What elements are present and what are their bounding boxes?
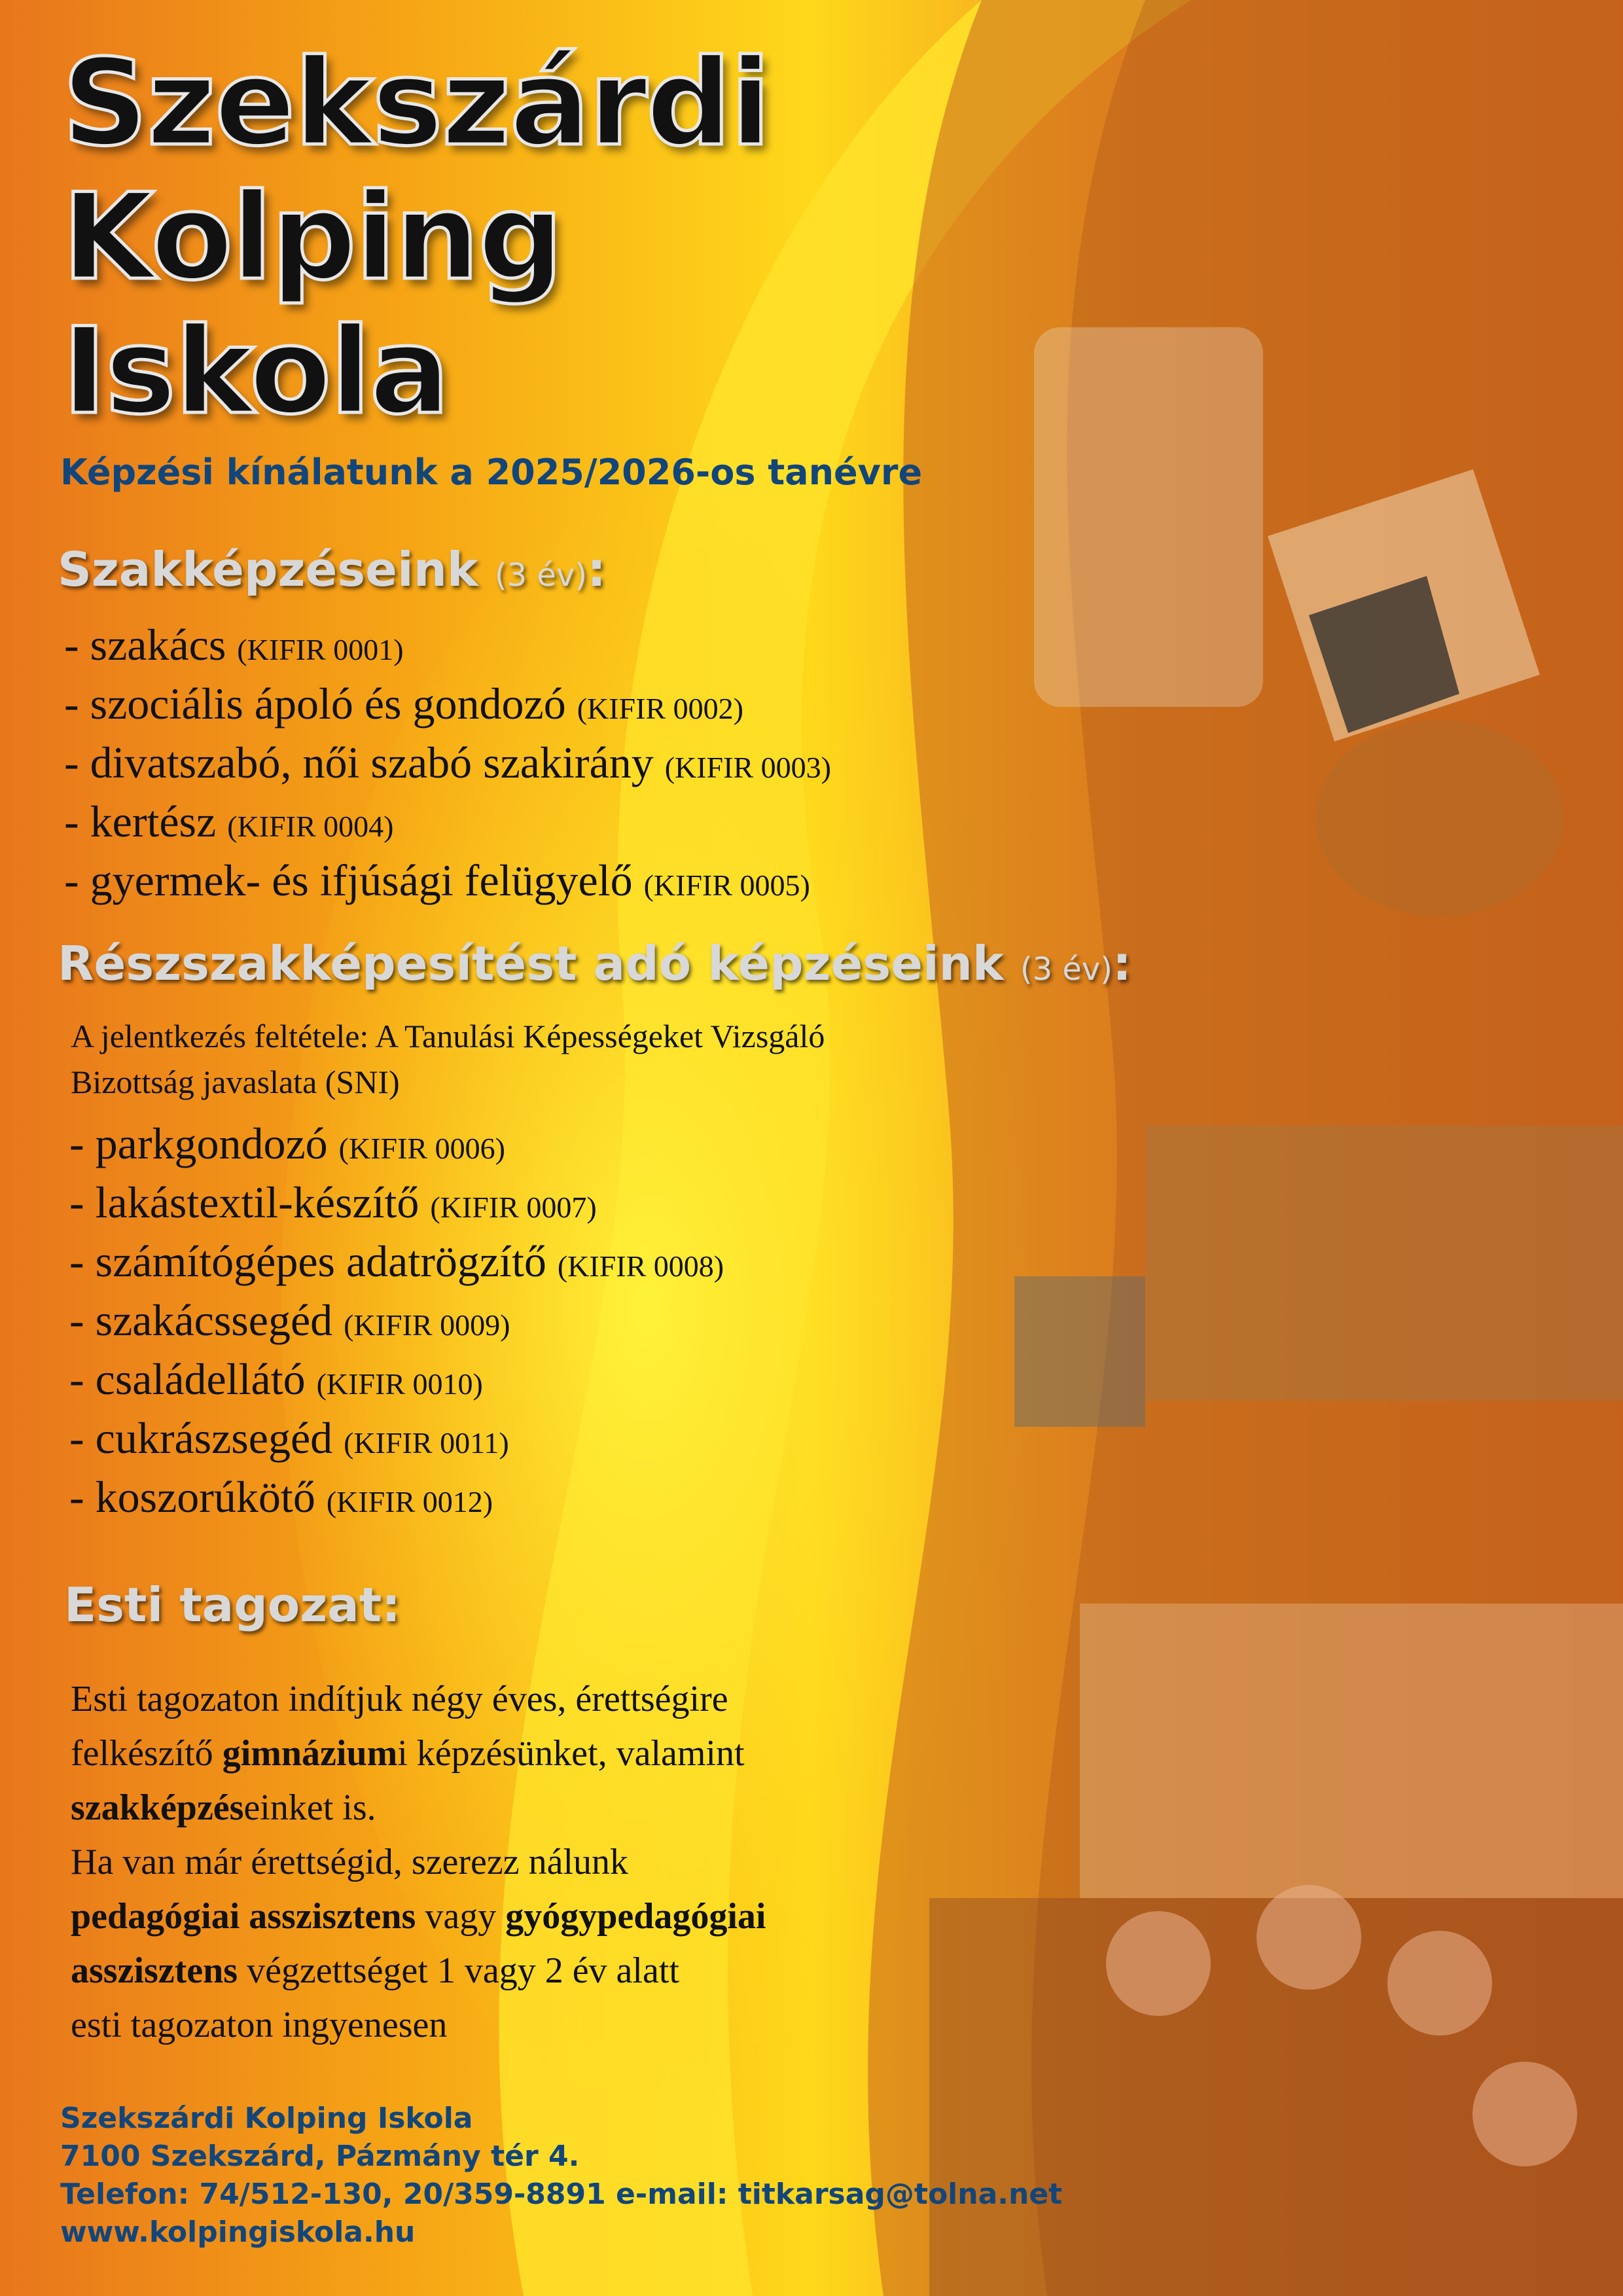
esti-line-7: esti tagozaton ingyenesen (71, 2005, 448, 2045)
szakkepzes-list (64, 618, 831, 912)
esti-line-4: Ha van már érettségid, szerezz nálunk (71, 1842, 629, 1882)
esti-line-6 (71, 1944, 1052, 1998)
item-code: (KIFIR 0006) (338, 1132, 505, 1165)
item-name: - családellátó (69, 1354, 306, 1404)
footer-school-name: Szekszárdi Kolping Iskola (60, 2102, 473, 2135)
item-name: - cukrászsegéd (69, 1413, 333, 1463)
esti-line-1: Esti tagozaton indítjuk négy éves, érettségire (71, 1679, 728, 1719)
esti-bold-ped-asszisztens: pedagógiai asszisztens (71, 1896, 416, 1937)
item-name: - szociális ápoló és gondozó (64, 679, 566, 728)
item-code: (KIFIR 0007) (430, 1191, 597, 1224)
list-item (69, 1352, 724, 1411)
szakkepzes-colon: : (587, 542, 606, 597)
esti-description (71, 1672, 1052, 2053)
item-code: (KIFIR 0011) (344, 1426, 509, 1460)
esti-line-5 (71, 1890, 1052, 1944)
esti-heading: Esti tagozat: (64, 1577, 401, 1632)
list-item (64, 677, 831, 736)
reszszakkepesites-colon: : (1113, 936, 1132, 991)
item-code: (KIFIR 0010) (316, 1367, 483, 1401)
list-item (64, 736, 831, 795)
footer-address: 7100 Szekszárd, Pázmány tér 4. (60, 2140, 580, 2173)
application-requirement (71, 1013, 1052, 1105)
reszszakkepesites-duration: (3 év) (1020, 951, 1113, 988)
item-code: (KIFIR 0005) (643, 869, 810, 902)
esti-text: felkészítő (71, 1733, 223, 1774)
esti-text: végzettséget 1 vagy 2 év alatt (238, 1950, 679, 1991)
esti-bold-asszisztens: asszisztens (71, 1950, 238, 1991)
item-name: - szakács (64, 620, 226, 670)
item-name: - szakácssegéd (69, 1295, 333, 1345)
title-line-1: Szekszárdi (62, 33, 770, 172)
reszszakkepesites-heading (58, 936, 1132, 991)
item-name: - számítógépes adatrögzítő (69, 1236, 546, 1286)
szakkepzes-heading-text: Szakképzéseink (58, 542, 478, 597)
item-code: (KIFIR 0001) (237, 633, 404, 666)
esti-text: i képzésünket, valamint (397, 1733, 745, 1774)
item-name: - divatszabó, női szabó szakirány (64, 738, 654, 787)
esti-line-3 (71, 1781, 1052, 1835)
esti-bold-gyogyped: gyógypedagógiai (505, 1896, 766, 1937)
szakkepzes-heading (58, 542, 606, 597)
item-name: - koszorúkötő (69, 1472, 315, 1522)
esti-line-2 (71, 1727, 1052, 1781)
item-name: - lakástextil-készítő (69, 1177, 419, 1227)
list-item (64, 853, 831, 912)
title-line-3: Iskola (62, 302, 449, 440)
footer-contact: Telefon: 74/512-130, 20/359-8891 e-mail: titkarsag@tolna.net (60, 2178, 1063, 2211)
item-code: (KIFIR 0003) (664, 751, 831, 784)
item-code: (KIFIR 0002) (577, 692, 743, 725)
reszszakkepesites-list (69, 1117, 724, 1529)
item-code: (KIFIR 0012) (326, 1485, 493, 1518)
item-name: - kertész (64, 797, 217, 846)
list-item (64, 795, 831, 853)
title-line-2: Kolping (62, 168, 562, 306)
esti-text: einket is. (243, 1787, 376, 1828)
footer-website[interactable]: www.kolpingiskola.hu (60, 2215, 416, 2249)
list-item (64, 618, 831, 677)
reszszakkepesites-heading-text: Részszakképesítést adó képzéseink (58, 936, 1004, 991)
list-item (69, 1293, 724, 1352)
list-item (69, 1470, 724, 1529)
esti-bold-gimnazium: gimnázium (222, 1733, 398, 1774)
esti-bold-szakkepzes: szakképzés (71, 1787, 244, 1828)
item-name: - gyermek- és ifjúsági felügyelő (64, 855, 633, 905)
offer-subtitle: Képzési kínálatunk a 2025/2026-os tanévre (60, 452, 923, 493)
list-item (69, 1117, 724, 1175)
list-item (69, 1175, 724, 1234)
contact-footer (60, 2100, 1062, 2251)
szakkepzes-duration: (3 év) (494, 557, 588, 594)
school-title (62, 33, 770, 440)
item-code: (KIFIR 0008) (557, 1249, 724, 1283)
requirement-line-1: A jelentkezés feltétele: A Tanulási Képességeket Vizsgáló (71, 1018, 825, 1054)
esti-text: vagy (416, 1896, 506, 1937)
list-item (69, 1411, 724, 1470)
item-name: - parkgondozó (69, 1119, 328, 1168)
item-code: (KIFIR 0009) (344, 1308, 510, 1342)
item-code: (KIFIR 0004) (227, 810, 394, 843)
list-item (69, 1234, 724, 1293)
requirement-line-2: Bizottság javaslata (SNI) (71, 1064, 400, 1100)
